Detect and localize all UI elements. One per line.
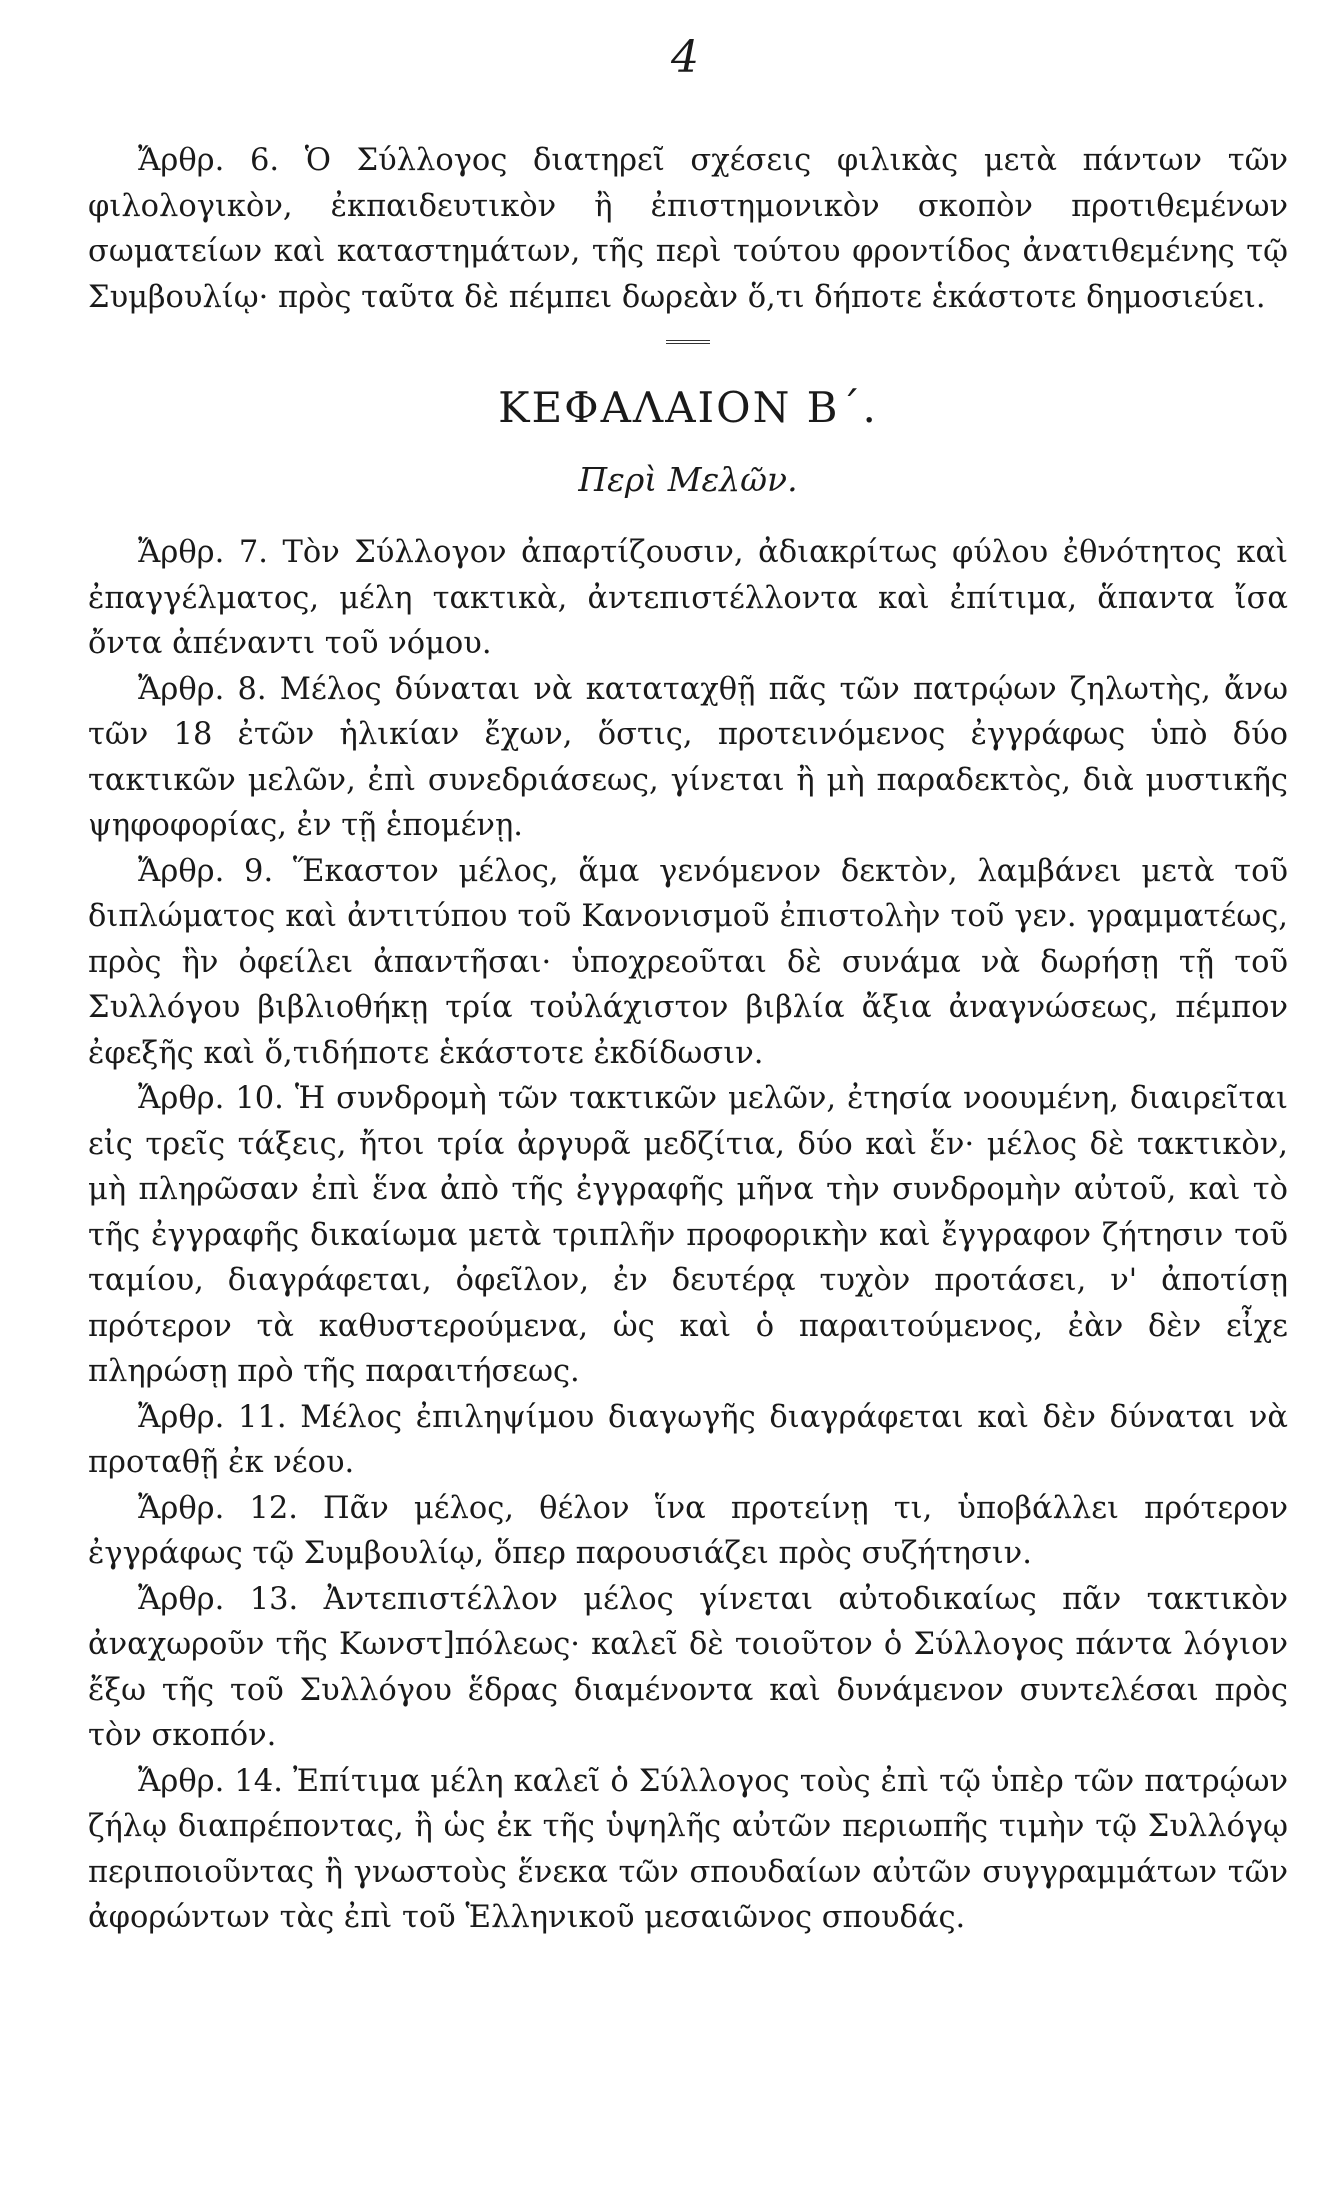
chapter-title: ΚΕΦΑΛΑΙΟΝ Β΄. xyxy=(498,383,878,432)
article-6: Ἄρθρ. 6. Ὁ Σύλλογος διατηρεῖ σχέσεις φιλικὰς μετὰ πάντων τῶν φιλολογικὸν, ἐκπαιδευτικὸν ἢ ἐπιστημονικὸν σκοπὸν προτιθεμένων σωματείων καὶ καταστημάτων, τῆς περὶ τούτου φροντίδος ἀνατιθεμένης τῷ Συμβουλίῳ· πρὸς ταῦτα δὲ πέμπει δωρεὰν ὅ,τι δήποτε ἑκάστοτε δημοσιεύει. xyxy=(88,143,1288,315)
article-11: Ἄρθρ. 11. Μέλος ἐπιληψίμου διαγωγῆς διαγράφεται καὶ δὲν δύναται νὰ προταθῇ ἐκ νέου. xyxy=(88,1399,1288,1480)
article-9: Ἄρθρ. 9. Ἕκαστον μέλος, ἅμα γενόμενον δεκτὸν, λαμβάνει μετὰ τοῦ διπλώματος καὶ ἀντιτύπου τοῦ Κανονισμοῦ ἐπιστολὴν τοῦ γεν. γραμματέως, πρὸς ἣν ὀφείλει ἀπαντῆσαι· ὑποχρεοῦται δὲ συνάμα νὰ δωρήσῃ τῇ τοῦ Συλλόγου βιβλιοθήκῃ τρία τοὐλάχιστον βιβλία ἄξια ἀναγνώσεως, πέμπον ἐφεξῆς καὶ ὅ,τιδήποτε ἑκάστοτε ἐκδίδωσιν. xyxy=(88,853,1288,1071)
section-divider xyxy=(666,340,710,344)
article-10: Ἄρθρ. 10. Ἡ συνδρομὴ τῶν τακτικῶν μελῶν, ἐτησία νοουμένη, διαιρεῖται εἰς τρεῖς τάξεις, ἤτοι τρία ἀργυρᾶ μεδζίτια, δύο καὶ ἕν· μέλος δὲ τακτικὸν, μὴ πληρῶσαν ἐπὶ ἕνα ἀπὸ τῆς ἐγγραφῆς μῆνα τὴν συνδρομὴν αὐτοῦ, καὶ τὸ τῆς ἐγγραφῆς δικαίωμα μετὰ τριπλῆν προφορικὴν καὶ ἔγγραφον ζήτησιν τοῦ ταμίου, διαγράφεται, ὀφεῖλον, ἐν δευτέρᾳ τυχὸν προτάσει, ν' ἀποτίσῃ πρότερον τὰ καθυστερούμενα, ὡς καὶ ὁ παραιτούμενος, ἐὰν δὲν εἶχε πληρώσῃ πρὸ τῆς παραιτήσεως. xyxy=(88,1081,1288,1389)
article-13: Ἄρθρ. 13. Ἀντεπιστέλλον μέλος γίνεται αὐτοδικαίως πᾶν τακτικὸν ἀναχωροῦν τῆς Κωνστ]πόλεως· καλεῖ δὲ τοιοῦτον ὁ Σύλλογος πάντα λόγιον ἔξω τῆς τοῦ Συλλόγου ἕδρας διαμένοντα καὶ δυνάμενον συντελέσαι πρὸς τὸν σκοπόν. xyxy=(88,1581,1288,1753)
article-12: Ἄρθρ. 12. Πᾶν μέλος, θέλον ἵνα προτείνῃ τι, ὑποβάλλει πρότερον ἐγγράφως τῷ Συμβουλίῳ, ὅπερ παρουσιάζει πρὸς συζήτησιν. xyxy=(88,1490,1288,1571)
document-page xyxy=(88,30,1288,2160)
chapter-subtitle: Περὶ Μελῶν. xyxy=(578,460,798,499)
article-7: Ἄρθρ. 7. Τὸν Σύλλογον ἀπαρτίζουσιν, ἀδιακρίτως φύλου ἐθνότητος καὶ ἐπαγγέλματος, μέλη τακτικὰ, ἀντεπιστέλλοντα καὶ ἐπίτιμα, ἅπαντα ἴσα ὄντα ἀπέναντι τοῦ νόμου. xyxy=(88,535,1288,661)
article-14: Ἄρθρ. 14. Ἐπίτιμα μέλη καλεῖ ὁ Σύλλογος τοὺς ἐπὶ τῷ ὑπὲρ τῶν πατρῴων ζήλῳ διαπρέποντας, ἢ ὡς ἐκ τῆς ὑψηλῆς αὐτῶν περιωπῆς τιμὴν τῷ Συλλόγῳ περιποιοῦντας ἢ γνωστοὺς ἕνεκα τῶν σπουδαίων αὐτῶν συγγραμμάτων τῶν ἀφορώντων τὰς ἐπὶ τοῦ Ἑλληνικοῦ μεσαιῶνος σπουδάς. xyxy=(88,1763,1288,1935)
article-8: Ἄρθρ. 8. Μέλος δύναται νὰ καταταχθῇ πᾶς τῶν πατρῴων ζηλωτὴς, ἄνω τῶν 18 ἐτῶν ἡλικίαν ἔχων, ὅστις, προτεινόμενος ἐγγράφως ὑπὸ δύο τακτικῶν μελῶν, ἐπὶ συνεδριάσεως, γίνεται ἢ μὴ παραδεκτὸς, διὰ μυστικῆς ψηφοφορίας, ἐν τῇ ἑπομένῃ. xyxy=(88,671,1288,843)
page-number: 4 xyxy=(671,32,705,83)
